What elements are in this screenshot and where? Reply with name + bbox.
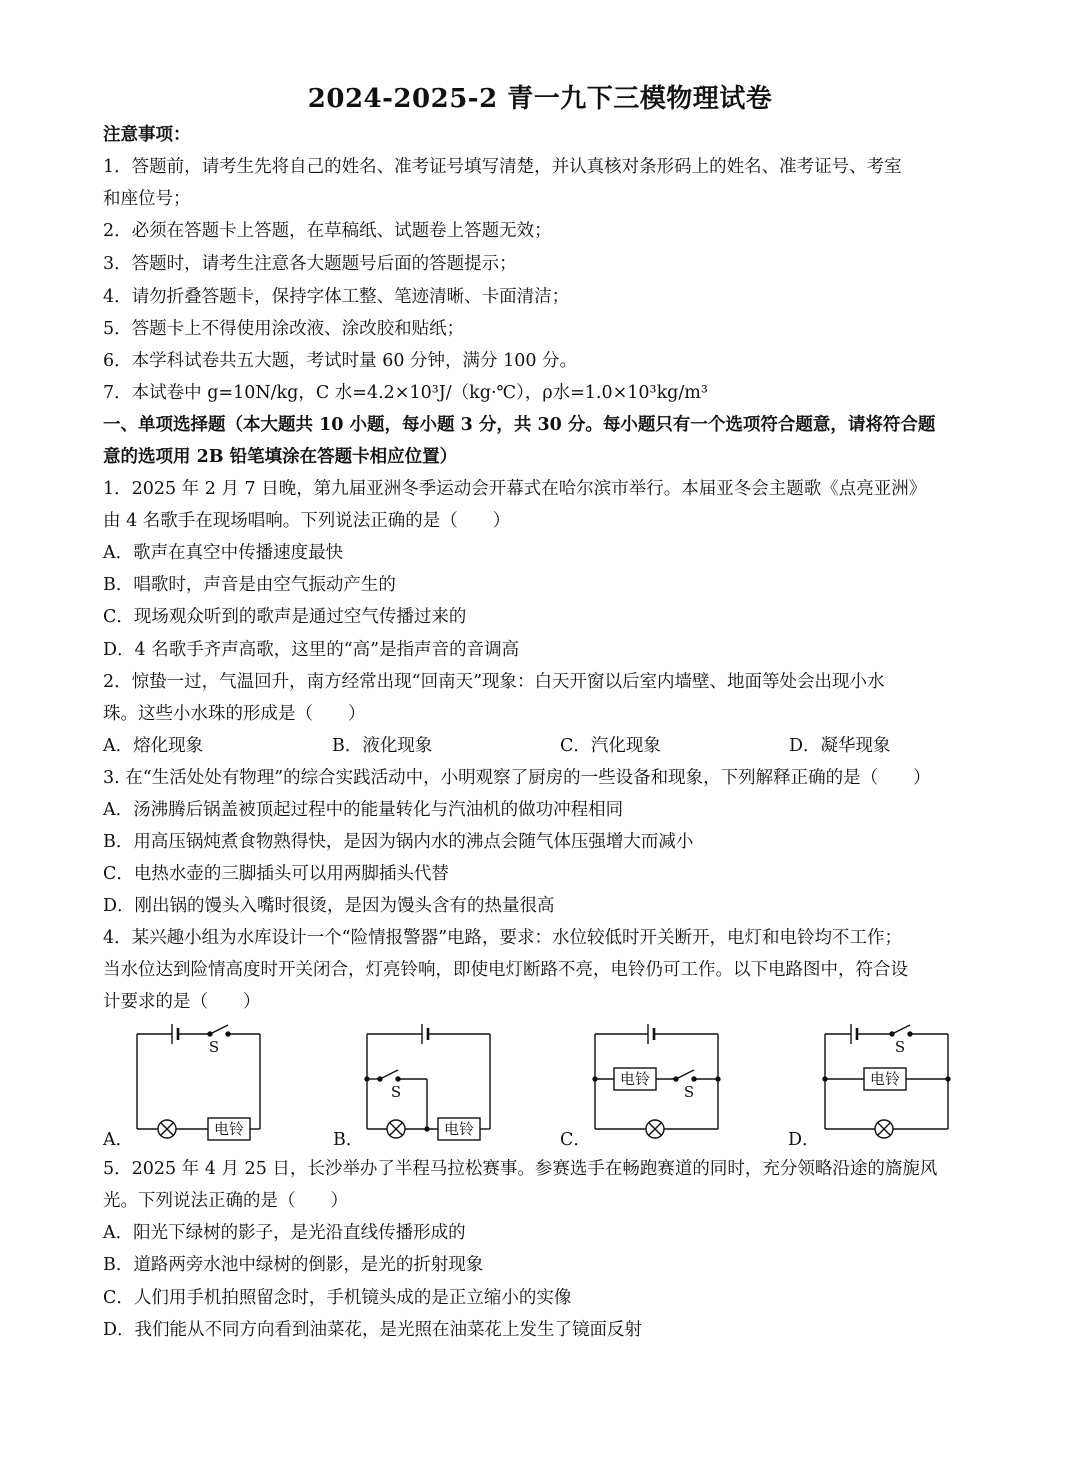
q3-option-d: D．刚出锅的馒头入嘴时很烫，是因为馒头含有的热量很高 bbox=[103, 896, 555, 916]
q2-option-a: A．熔化现象 bbox=[103, 736, 204, 756]
circuit-d bbox=[818, 1018, 958, 1152]
q4-stem: 4．某兴趣小组为水库设计一个“险情报警器”电路，要求：水位较低时开关断开，电灯和电铃均不工作； bbox=[103, 928, 903, 948]
svg-text:S: S bbox=[894, 1038, 906, 1056]
notice-item: 3．答题时，请考生注意各大题题号后面的答题提示； bbox=[103, 254, 517, 274]
q4-option-b-label: B． bbox=[333, 1130, 364, 1150]
svg-text:电铃: 电铃 bbox=[213, 1120, 245, 1138]
svg-text:S: S bbox=[208, 1038, 220, 1056]
q1-option-d: D．4 名歌手齐声高歌，这里的“高”是指声音的音调高 bbox=[103, 640, 520, 660]
q4-option-a-label: A． bbox=[103, 1130, 134, 1150]
switch-icon bbox=[676, 1070, 694, 1079]
notice-item: 和座位号； bbox=[103, 189, 191, 209]
switch-icon bbox=[380, 1070, 398, 1079]
section-heading: 一、单项选择题（本大题共 10 小题，每小题 3 分，共 30 分。每小题只有一个选项符合题意，请将符合题 bbox=[103, 415, 936, 435]
q2-stem: 2．惊蛰一过，气温回升，南方经常出现“回南天”现象：白天开窗以后室内墙壁、地面等处会出现小水 bbox=[103, 672, 885, 692]
svg-text:S: S bbox=[390, 1083, 402, 1101]
notice-item: 2．必须在答题卡上答题，在草稿纸、试题卷上答题无效； bbox=[103, 221, 552, 241]
circuit-b bbox=[360, 1018, 500, 1152]
q4-stem-cont: 当水位达到险情高度时开关闭合，灯亮铃响，即使电灯断路不亮，电铃仍可工作。以下电路图中，符合设 bbox=[103, 960, 908, 980]
q1-option-a: A．歌声在真空中传播速度最快 bbox=[103, 543, 344, 563]
q1-option-c: C．现场观众听到的歌声是通过空气传播过来的 bbox=[103, 607, 467, 627]
q1-stem-cont: 由 4 名歌手在现场唱响。下列说法正确的是（ ） bbox=[103, 511, 511, 531]
q2-option-d: D．凝华现象 bbox=[789, 736, 891, 756]
circuit-a bbox=[130, 1018, 270, 1152]
switch-icon bbox=[210, 1025, 228, 1034]
notice-item: 7．本试卷中 g=10N/kg，C 水=4.2×10³J/（kg·℃），ρ水=1.0×10³kg/m³ bbox=[103, 383, 708, 403]
notice-heading: 注意事项： bbox=[103, 125, 191, 145]
q5-option-b: B．道路两旁水池中绿树的倒影，是光的折射现象 bbox=[103, 1255, 484, 1275]
q3-stem: 3. 在“生活处处有物理”的综合实践活动中，小明观察了厨房的一些设备和现象，下列解释正确的是（ ） bbox=[103, 768, 931, 788]
notice-item: 6．本学科试卷共五大题，考试时量 60 分钟，满分 100 分。 bbox=[103, 351, 578, 371]
q3-option-a: A．汤沸腾后锅盖被顶起过程中的能量转化与汽油机的做功冲程相同 bbox=[103, 800, 624, 820]
exam-title: 2024-2025-2 青一九下三模物理试卷 bbox=[307, 84, 773, 114]
q2-stem-cont: 珠。这些小水珠的形成是（ ） bbox=[103, 704, 366, 724]
q5-stem: 5．2025 年 4 月 25 日，长沙举办了半程马拉松赛事。参赛选手在畅跑赛道的同时，充分领略沿途的旖旎风 bbox=[103, 1159, 938, 1179]
switch-icon bbox=[892, 1025, 910, 1034]
q1-stem: 1．2025 年 2 月 7 日晚，第九届亚洲冬季运动会开幕式在哈尔滨市举行。本届亚冬会主题歌《点亮亚洲》 bbox=[103, 479, 927, 499]
circuit-c bbox=[588, 1018, 728, 1152]
q1-option-b: B．唱歌时，声音是由空气振动产生的 bbox=[103, 575, 396, 595]
notice-item: 4．请勿折叠答题卡，保持字体工整、笔迹清晰、卡面清洁； bbox=[103, 287, 570, 307]
q3-option-c: C．电热水壶的三脚插头可以用两脚插头代替 bbox=[103, 864, 449, 884]
q4-option-c-label: C． bbox=[560, 1130, 591, 1150]
q5-stem-cont: 光。下列说法正确的是（ ） bbox=[103, 1191, 348, 1211]
q2-option-c: C．汽化现象 bbox=[560, 736, 661, 756]
q4-option-d-label: D． bbox=[788, 1130, 820, 1150]
notice-item: 1．答题前，请考生先将自己的姓名、准考证号填写清楚，并认真核对条形码上的姓名、准考证号、考室 bbox=[103, 157, 902, 177]
svg-text:电铃: 电铃 bbox=[619, 1070, 651, 1088]
notice-item: 5．答题卡上不得使用涂改液、涂改胶和贴纸； bbox=[103, 319, 465, 339]
section-heading-cont: 意的选项用 2B 铅笔填涂在答题卡相应位置） bbox=[103, 447, 458, 467]
q5-option-c: C．人们用手机拍照留念时，手机镜头成的是正立缩小的实像 bbox=[103, 1288, 572, 1308]
q4-stem-cont: 计要求的是（ ） bbox=[103, 992, 261, 1012]
q3-option-b: B．用高压锅炖煮食物熟得快，是因为锅内水的沸点会随气体压强增大而减小 bbox=[103, 832, 694, 852]
q2-option-b: B．液化现象 bbox=[332, 736, 433, 756]
svg-text:电铃: 电铃 bbox=[443, 1120, 475, 1138]
q5-option-a: A．阳光下绿树的影子，是光沿直线传播形成的 bbox=[103, 1223, 466, 1243]
svg-text:电铃: 电铃 bbox=[869, 1070, 901, 1088]
svg-text:S: S bbox=[683, 1083, 695, 1101]
q5-option-d: D．我们能从不同方向看到油菜花，是光照在油菜花上发生了镜面反射 bbox=[103, 1320, 643, 1340]
